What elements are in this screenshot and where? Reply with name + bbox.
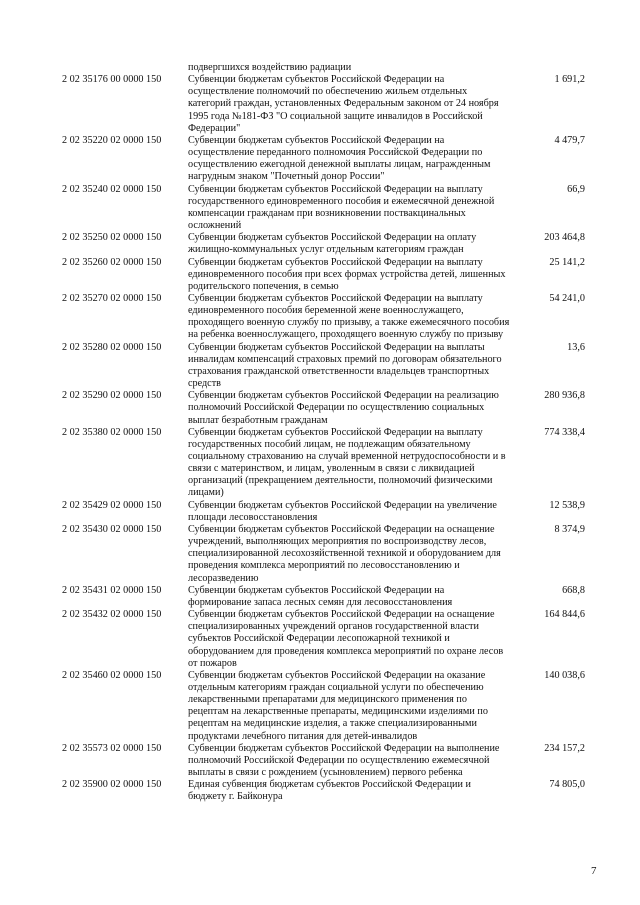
table-row xyxy=(62,779,585,803)
row-description: Субвенции бюджетам субъектов Российской Федерации на выплату государственных пособий лицам, не подлежащим обязательному социальному страхованию на случай временной нетрудоспособности и в связи с материнством, и лицам, уволенным в связи с ликвидацией организаций (прекращением деятельности, полномочий физическими лицами) xyxy=(188,426,506,499)
row-code: 2 02 35432 02 0000 150 xyxy=(62,609,162,621)
row-description: Единая субвенция бюджетам субъектов Российской Федерации и бюджету г. Байконура xyxy=(188,779,471,803)
row-code: 2 02 35250 02 0000 150 xyxy=(62,232,162,244)
table-row xyxy=(62,257,585,293)
row-description: Субвенции бюджетам субъектов Российской Федерации на осуществление полномочий по обеспечению жильем отдельных категорий граждан, установленных Федеральным законом от 24 ноября 1995 года №181-ФЗ "О социальной защите инвалидов в Российской Федерации" xyxy=(188,74,499,134)
table-row xyxy=(62,743,585,779)
row-code: 2 02 35176 00 0000 150 xyxy=(62,74,162,86)
row-amount: 8 374,9 xyxy=(554,523,585,535)
row-description: Субвенции бюджетам субъектов Российской Федерации на выплаты инвалидам компенсаций страховых премий по договорам обязательного страхования гражданской ответственности владельцев транспортных средств xyxy=(188,341,502,390)
table-row xyxy=(62,390,585,426)
row-code: 2 02 35240 02 0000 150 xyxy=(62,183,162,195)
row-amount: 66,9 xyxy=(567,183,585,195)
row-amount: 25 141,2 xyxy=(549,256,585,268)
table-row xyxy=(62,585,585,609)
row-amount: 280 936,8 xyxy=(544,390,585,402)
row-amount: 774 338,4 xyxy=(544,426,585,438)
table-row xyxy=(62,609,585,670)
row-code: 2 02 35290 02 0000 150 xyxy=(62,390,162,402)
row-amount xyxy=(510,62,585,74)
row-amount: 1 691,2 xyxy=(554,74,585,86)
table-row xyxy=(62,670,585,743)
table-row xyxy=(62,293,585,342)
table-row xyxy=(62,74,585,135)
row-description: Субвенции бюджетам субъектов Российской Федерации на выплату единовременного пособия при всех формах устройства детей, лишенных родительского попечения, в семью xyxy=(188,256,506,292)
row-description: подвергшихся воздействию радиации xyxy=(188,62,352,73)
row-code: 2 02 35270 02 0000 150 xyxy=(62,292,162,304)
row-code: 2 02 35280 02 0000 150 xyxy=(62,341,162,353)
table-row xyxy=(62,427,585,500)
table-row xyxy=(62,232,585,256)
row-amount: 234 157,2 xyxy=(544,742,585,754)
row-code: 2 02 35431 02 0000 150 xyxy=(62,584,162,596)
row-description: Субвенции бюджетам субъектов Российской Федерации на оказание отдельным категориям граждан социальной услуги по обеспечению лекарственными препаратами для медицинского применения по рецептам на лекарственные препараты, медицинскими изделиями по рецептам на медицинские изделия, а также специализированными продуктами лечебного питания для детей-инвалидов xyxy=(188,669,488,742)
row-description: Субвенции бюджетам субъектов Российской Федерации на увеличение площади лесовосстановления xyxy=(188,499,497,523)
row-code: 2 02 35900 02 0000 150 xyxy=(62,779,162,791)
row-description: Субвенции бюджетам субъектов Российской Федерации на оснащение специализированных учреждений органов государственной власти субъектов Российской Федерации лесопожарной техникой и оборудованием для проведения комплекса мероприятий по охране лесов от пожаров xyxy=(188,609,504,669)
row-amount: 203 464,8 xyxy=(544,232,585,244)
row-code: 2 02 35573 02 0000 150 xyxy=(62,742,162,754)
table-row xyxy=(62,524,585,585)
row-amount: 164 844,6 xyxy=(544,609,585,621)
row-amount: 13,6 xyxy=(567,341,585,353)
table-row xyxy=(62,500,585,524)
table-row xyxy=(62,135,585,184)
row-description: Субвенции бюджетам субъектов Российской Федерации на выплату государственного единовременного пособия и ежемесячной денежной компенсации гражданам при возникновении поствакцинальных осложнений xyxy=(188,183,495,232)
row-code: 2 02 35380 02 0000 150 xyxy=(62,426,162,438)
budget-table-body xyxy=(62,62,585,804)
table-row xyxy=(62,342,585,391)
row-description: Субвенции бюджетам субъектов Российской Федерации на осуществление переданного полномочия Российской Федерации по осуществлению ежегодной денежной выплаты лицам, награжденным нагрудным знаком "Почетный донор России" xyxy=(188,134,491,183)
budget-revenue-table xyxy=(62,62,585,804)
page-number: 7 xyxy=(591,865,597,877)
row-description: Субвенции бюджетам субъектов Российской Федерации на реализацию полномочий Российской Федерации по осуществлению социальных выплат безработным гражданам xyxy=(188,390,499,426)
row-code: 2 02 35220 02 0000 150 xyxy=(62,134,162,146)
row-amount: 12 538,9 xyxy=(549,499,585,511)
row-amount: 140 038,6 xyxy=(544,669,585,681)
row-amount: 4 479,7 xyxy=(554,134,585,146)
table-row xyxy=(62,184,585,233)
row-code: 2 02 35429 02 0000 150 xyxy=(62,499,162,511)
row-description: Субвенции бюджетам субъектов Российской Федерации на оплату жилищно-коммунальных услуг отдельным категориям граждан xyxy=(188,232,477,256)
row-code xyxy=(62,62,188,74)
row-code: 2 02 35260 02 0000 150 xyxy=(62,256,162,268)
row-code: 2 02 35460 02 0000 150 xyxy=(62,669,162,681)
row-description: Субвенции бюджетам субъектов Российской Федерации на формирование запаса лесных семян для лесовосстановления xyxy=(188,584,453,608)
table-row xyxy=(62,62,585,74)
row-description: Субвенции бюджетам субъектов Российской Федерации на выплату единовременного пособия беременной жене военнослужащего, проходящего военную службу по призыву, а также ежемесячного пособия на ребенка военнослужащего, проходящего военную службу по призыву xyxy=(188,292,510,341)
row-description: Субвенции бюджетам субъектов Российской Федерации на оснащение учреждений, выполняющих мероприятия по воспроизводству лесов, специализированной лесохозяйственной техникой и оборудованием для проведения комплекса мероприятий по лесовосстановлению и лесоразведению xyxy=(188,523,501,584)
row-amount: 54 241,0 xyxy=(549,292,585,304)
row-description: Субвенции бюджетам субъектов Российской Федерации на выполнение полномочий Российской Федерации по осуществлению ежемесячной выплаты в связи с рождением (усыновлением) первого ребенка xyxy=(188,742,500,779)
row-amount: 74 805,0 xyxy=(549,779,585,791)
row-amount: 668,8 xyxy=(562,584,585,596)
row-code: 2 02 35430 02 0000 150 xyxy=(62,523,162,535)
